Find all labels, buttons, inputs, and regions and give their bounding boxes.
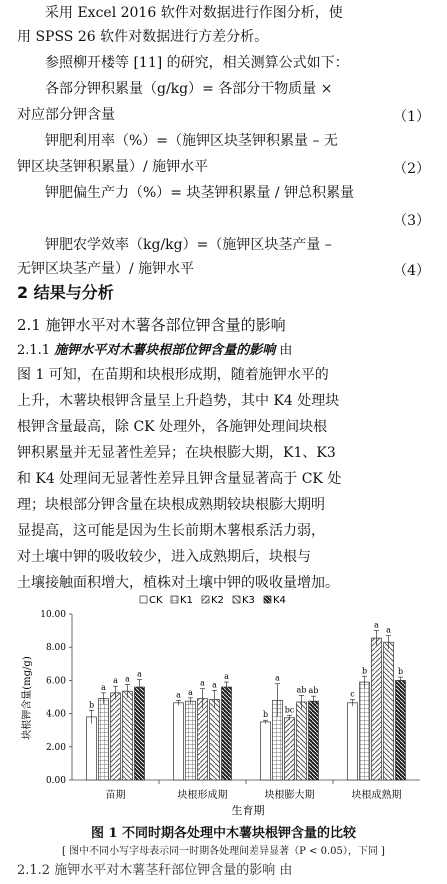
x-tick-label: 块根成熟期	[351, 790, 402, 801]
chart-legend	[140, 595, 286, 606]
formula-3-number: （3）	[393, 213, 430, 229]
bar-K3	[123, 691, 133, 780]
significance-letter: b	[397, 667, 404, 677]
bar-K1	[99, 699, 109, 780]
para-line: 显提高，这可能是因为生长前期木薯根系活力弱，	[17, 523, 325, 539]
subsection-heading: 2.1 施钾水平对木薯各部位钾含量的影响	[17, 316, 286, 334]
legend-swatch-K4	[264, 596, 271, 603]
formula-4-cont: 无钾区块茎产量）/ 施钾水平	[17, 261, 195, 277]
significance-letter: a	[386, 625, 391, 635]
y-tick-label: 2.00	[45, 742, 66, 753]
significance-letter: a	[125, 674, 130, 684]
para-line: 和 K4 处理间无显著性差异且钾含量显著高于 CK 处	[17, 471, 342, 487]
formula-2-number: （2）	[393, 161, 430, 177]
bar-K4	[135, 687, 145, 780]
significance-letter: bc	[284, 705, 295, 715]
formula-4: 钾肥农学效率（kg/kg）=（施钾区块茎产量 –	[45, 237, 332, 253]
significance-letter: b	[88, 700, 95, 710]
bar-K2	[198, 699, 208, 780]
significance-letter: a	[212, 680, 217, 690]
bar-K2	[111, 693, 121, 780]
formula-1-cont: 对应部分钾含量	[17, 107, 115, 123]
bar-CK	[348, 703, 358, 780]
significance-letter: a	[275, 673, 280, 683]
significance-letter: c	[350, 689, 355, 699]
subsubsection-line	[17, 338, 430, 364]
subsubsection-title: 施钾水平对木薯块根部位钾含量的影响	[54, 343, 276, 358]
x-tick-label: 块根形成期	[177, 790, 228, 801]
significance-letter: a	[200, 678, 205, 688]
significance-letter: a	[101, 682, 106, 692]
legend-label-K3: K3	[242, 595, 255, 606]
significance-letter: b	[262, 710, 269, 720]
para-line: 图 1 可知，在苗期和块根形成期，随着施钾水平的	[17, 367, 329, 383]
section-heading: 2 结果与分析	[17, 283, 114, 302]
bar-K2	[285, 718, 295, 780]
bar-K2	[372, 638, 382, 780]
next-section-line: 2.1.2 施钾水平对木薯茎秆部位钾含量的影响 由	[17, 863, 293, 878]
significance-letter: ab	[296, 685, 307, 695]
bar-chart	[0, 588, 447, 820]
significance-letter: a	[374, 620, 379, 630]
y-tick-label: 4.00	[45, 709, 66, 720]
legend-swatch-K3	[233, 596, 240, 603]
bar-K4	[222, 687, 232, 780]
y-tick-label: 8.00	[45, 643, 66, 654]
legend-swatch-K1	[171, 596, 178, 603]
legend-label-CK: CK	[149, 595, 163, 606]
bar-CK	[261, 722, 271, 780]
para-line: 对土壤中钾的吸收较少，进入成熟期后，块根与	[17, 549, 311, 565]
para-line: 土壤接触面积增大，植株对土壤中钾的吸收量增加。	[17, 575, 339, 591]
legend-swatch-CK	[140, 596, 147, 603]
significance-letter: a	[224, 672, 229, 682]
formula-4-number: （4）	[393, 263, 430, 279]
significance-letter: a	[137, 669, 142, 679]
para-line: 参照柳开楼等 [11] 的研究，相关测算公式如下：	[45, 55, 349, 71]
y-tick-label: 10.00	[40, 610, 66, 620]
figure-note: [ 图中不同小写字母表示同一时期各处理间差异显著（P < 0.05），下同 ]	[62, 846, 385, 857]
bar-K1	[360, 682, 370, 780]
bar-K4	[396, 680, 406, 780]
para-line: 上升，木薯块根钾含量呈上升趋势，其中 K4 处理块	[17, 393, 340, 409]
para-start: 由	[279, 343, 293, 358]
para-line: 根钾含量最高，除 CK 处理外，各施钾处理间块根	[17, 419, 328, 435]
bar-K4	[309, 701, 319, 780]
significance-letter: ab	[308, 686, 319, 696]
chart-bars	[87, 621, 406, 780]
x-axis-label: 生育期	[231, 804, 265, 817]
bar-CK	[87, 717, 97, 780]
x-tick-label: 苗期	[105, 790, 126, 801]
formula-2: 钾肥利用率（%）=（施钾区块茎钾积累量 – 无	[45, 133, 338, 149]
formula-2-cont: 钾区块茎钾积累量）/ 施钾水平	[17, 159, 209, 175]
legend-label-K1: K1	[180, 595, 193, 606]
bar-K1	[186, 701, 196, 780]
y-tick-label: 0.00	[45, 776, 66, 786]
para-line: 钾积累量并无显著性差异；在块根膨大期，K1、K3	[17, 445, 336, 461]
formula-3: 钾肥偏生产力（%）= 块茎钾积累量 / 钾总积累量	[45, 185, 355, 201]
significance-letter: a	[188, 687, 193, 697]
y-tick-label: 6.00	[45, 676, 66, 687]
legend-swatch-K2	[202, 596, 209, 603]
legend-label-K2: K2	[211, 595, 224, 606]
significance-letter: a	[113, 676, 118, 686]
subsubsection-number: 2.1.1	[17, 343, 51, 358]
formula-1: 各部分钾积累量（g/kg）= 各部分干物质量 ×	[45, 81, 333, 97]
legend-label-K4: K4	[273, 595, 286, 606]
figure-caption: 图 1 不同时期各处理中木薯块根钾含量的比较	[90, 826, 357, 841]
y-axis-label: 块根钾含量(mg/g)	[22, 656, 33, 740]
significance-letter: b	[361, 666, 368, 676]
bar-K3	[297, 702, 307, 780]
formula-1-number: （1）	[393, 109, 430, 125]
significance-letter: a	[176, 690, 181, 700]
bar-K3	[210, 699, 220, 780]
bar-CK	[174, 703, 184, 780]
para-line: 理；块根部分钾含量在块根成熟期较块根膨大期明	[17, 497, 325, 513]
bar-K3	[384, 642, 394, 780]
x-tick-label: 块根膨大期	[264, 790, 315, 801]
para-line: 采用 Excel 2016 软件对数据进行作图分析，使	[45, 5, 343, 21]
para-line: 用 SPSS 26 软件对数据进行方差分析。	[17, 29, 269, 45]
